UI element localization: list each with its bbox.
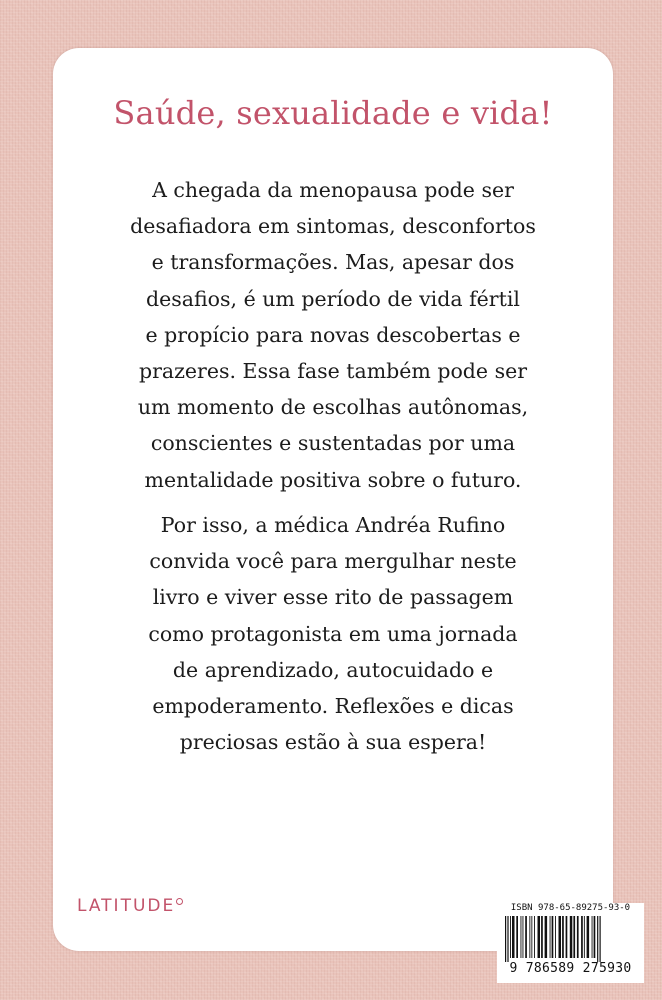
paragraph-line: desafios, é um período de vida fértil	[146, 286, 520, 311]
publisher-logo	[77, 896, 183, 916]
barcode-bar	[594, 916, 596, 958]
barcode-bar	[577, 916, 579, 958]
paragraph-line: convida você para mergulhar neste	[149, 549, 517, 574]
description-paragraph-2	[53, 507, 613, 760]
barcode-bar	[562, 916, 564, 958]
barcode-bar	[584, 916, 585, 958]
isbn-label: ISBN 978-65-89275-93-0	[510, 903, 631, 913]
barcode-bar	[531, 916, 532, 958]
publisher-logo-text: LATITUDE	[77, 896, 176, 916]
barcode-bar	[552, 916, 554, 958]
barcode-bar	[587, 916, 590, 958]
paragraph-line: prazeres. Essa fase também pode ser	[138, 359, 528, 384]
barcode-bar	[573, 916, 575, 958]
paragraph-line: desafiadora em sintomas, desconfortos	[130, 214, 536, 239]
barcode-bar	[507, 916, 508, 962]
barcode-bar	[555, 916, 556, 958]
barcode-bar	[559, 916, 562, 958]
paragraph-line: um momento de escolhas autônomas,	[137, 395, 529, 420]
paragraph-line: conscientes e sustentadas por uma	[150, 431, 516, 456]
headline: Saúde, sexualidade e vida!	[113, 94, 553, 132]
barcode-bar	[512, 916, 515, 958]
barcode-digits: 9 786589 275930	[509, 961, 632, 976]
paragraph-line: de aprendizado, autocuidado e	[172, 657, 494, 682]
barcode-bar	[525, 916, 527, 958]
back-cover-panel	[53, 48, 632, 976]
logo-circle-icon	[176, 898, 183, 905]
paragraph-line: A chegada da menopausa pode ser	[152, 178, 514, 202]
barcode-bar	[505, 916, 506, 962]
paragraph-line: livro e viver esse rito de passagem	[152, 585, 514, 610]
barcode-bar	[538, 916, 541, 958]
barcode-bar	[521, 916, 522, 958]
barcode-bar	[523, 916, 524, 958]
paragraph-line: mentalidade positiva sobre o futuro.	[144, 467, 522, 492]
barcode-bar	[600, 916, 601, 962]
isbn-barcode	[497, 903, 644, 983]
paragraph-line: e transformações. Mas, apesar dos	[151, 250, 515, 275]
description-paragraph-1	[53, 172, 613, 498]
barcode-bar	[529, 916, 530, 958]
barcode-bars	[497, 916, 644, 962]
barcode-bar	[545, 916, 548, 958]
barcode-bar	[592, 916, 593, 958]
paragraph-line: empoderamento. Reflexões e dicas	[152, 694, 514, 719]
barcode-bar	[570, 916, 573, 958]
barcode-bar	[581, 916, 583, 958]
paragraph-line: como protagonista em uma jornada	[148, 621, 518, 646]
barcode-bar	[541, 916, 543, 958]
paragraph-line: Por isso, a médica Andréa Rufino	[160, 513, 506, 537]
paragraph-line: preciosas estão à sua espera!	[179, 730, 487, 755]
barcode-bar	[550, 916, 551, 958]
barcode-bar	[566, 916, 568, 958]
barcode-bar	[597, 916, 598, 962]
paragraph-line: e propício para novas descobertas e	[145, 322, 521, 347]
barcode-bar	[516, 916, 518, 958]
barcode-bar	[510, 916, 511, 958]
barcode-bar	[534, 916, 535, 958]
